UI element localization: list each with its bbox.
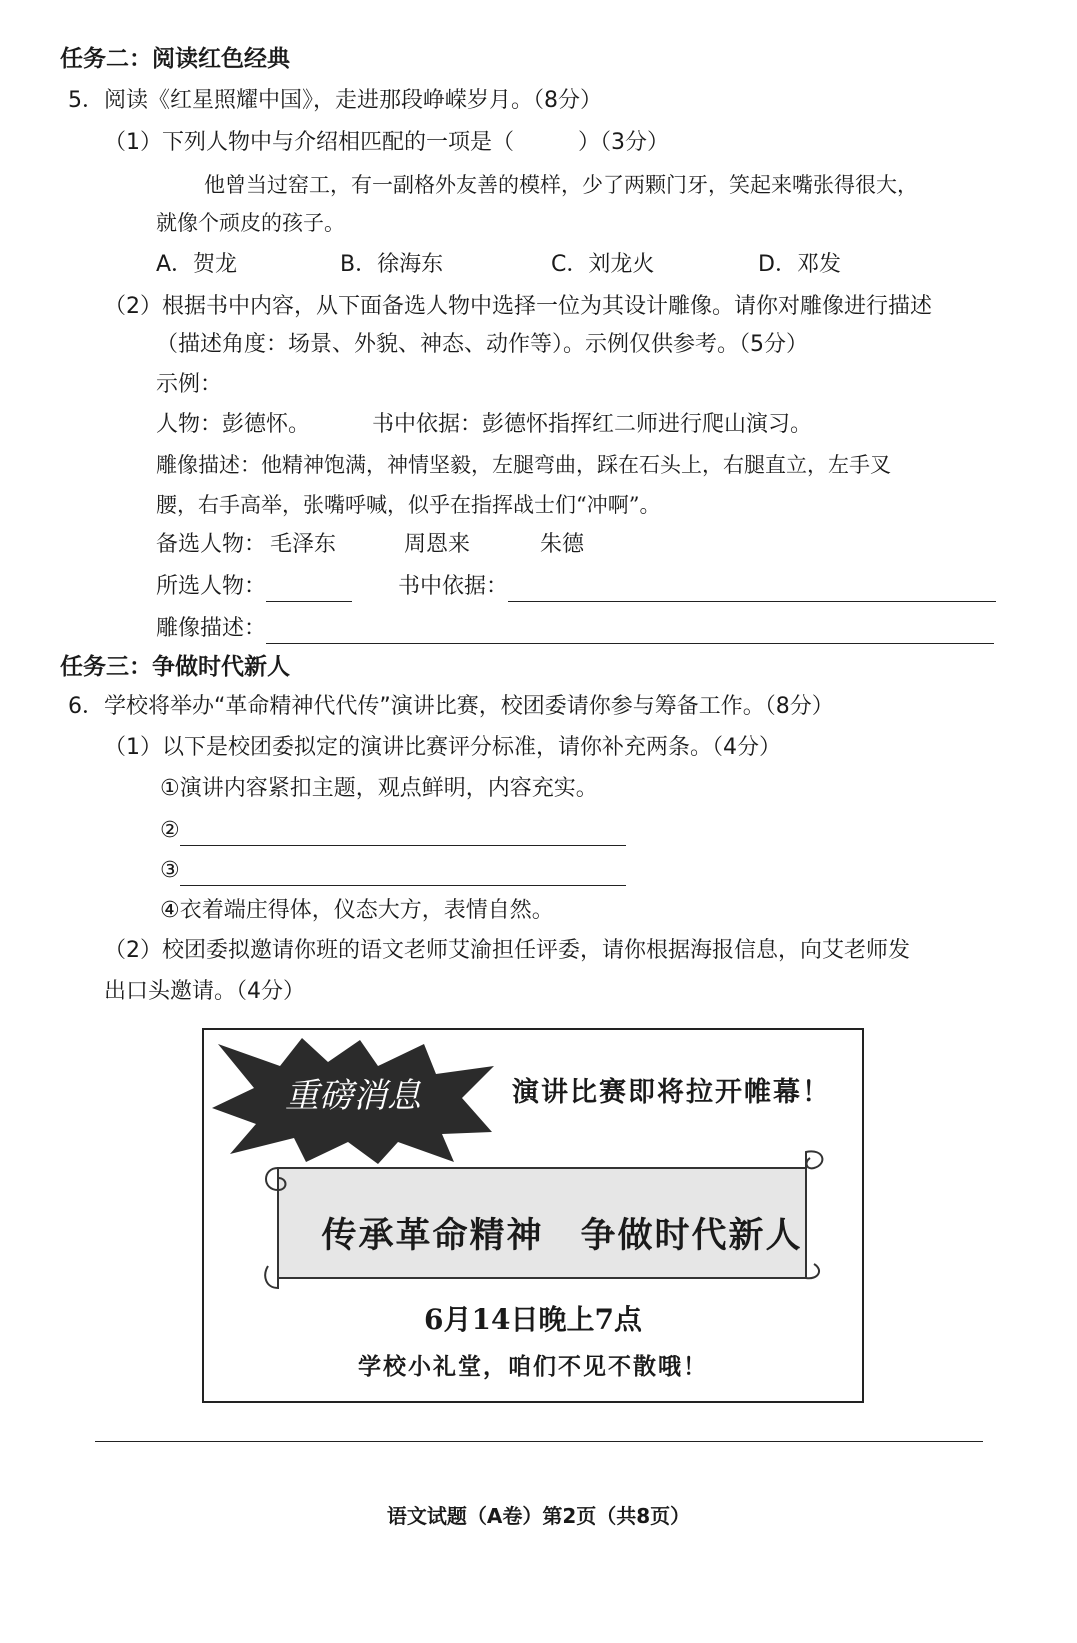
question-5-stem: 5．阅读《红星照耀中国》，走进那段峥嵘岁月。（8分） (68, 88, 602, 113)
criterion-4: ④衣着端庄得体，仪态大方，表情自然。 (160, 898, 554, 923)
option-b[interactable]: B．徐海东 (340, 252, 444, 277)
q6-part2-stem-line1: （2）校团委拟邀请你班的语文老师艾渝担任评委，请你根据海报信息，向艾老师发 (104, 938, 910, 963)
description-row: 雕像描述： (156, 614, 994, 644)
candidate-mao: 毛泽东 (270, 532, 337, 557)
candidate-zhu: 朱德 (540, 532, 585, 557)
poster-headline: 演讲比赛即将拉开帷幕！ (512, 1077, 831, 1108)
q5-passage-line2: 就像个顽皮的孩子。 (156, 211, 345, 235)
section-title-task3: 任务三：争做时代新人 (60, 654, 290, 680)
criterion-3-blank[interactable] (180, 863, 626, 886)
candidate-zhou: 周恩来 (404, 532, 471, 557)
q6-part2-stem-line2: 出口头邀请。（4分） (104, 979, 305, 1004)
q5-part1-stem: （1）下列人物中与介绍相匹配的一项是（ ）（3分） (104, 130, 669, 155)
criterion-3-row: ③ (160, 856, 626, 886)
example-basis: 书中依据：彭德怀指挥红二师进行爬山演习。 (372, 412, 813, 437)
question-6-stem: 6．学校将举办“革命精神代代传”演讲比赛，校团委请你参与筹备工作。（8分） (68, 694, 834, 719)
example-person: 人物：彭德怀。 (156, 412, 311, 437)
basis-row: 书中依据： (398, 572, 996, 602)
q6-part1-stem: （1）以下是校团委拟定的演讲比赛评分标准，请你补充两条。（4分） (104, 735, 781, 760)
chosen-person-row: 所选人物： (156, 572, 352, 602)
poster-venue: 学校小礼堂，咱们不见不散哦！ (358, 1353, 708, 1380)
footer-divider (95, 1441, 983, 1442)
option-a[interactable]: A．贺龙 (156, 252, 238, 277)
example-description-line1: 雕像描述：他精神饱满，神情坚毅，左腿弯曲，踩在石头上，右腿直立，左手叉 (156, 453, 891, 477)
chosen-person-blank[interactable] (266, 579, 352, 602)
option-c[interactable]: C．刘龙火 (551, 252, 655, 277)
banner-slogan: 传承革命精神 争做时代新人 (321, 1216, 803, 1256)
q5-part2-stem-line2: （描述角度：场景、外貌、神态、动作等）。示例仅供参考。（5分） (156, 332, 808, 357)
example-description-line2: 腰，右手高举，张嘴呼喊，似乎在指挥战士们“冲啊”。 (156, 493, 661, 517)
example-label: 示例： (156, 372, 223, 397)
option-d[interactable]: D．邓发 (758, 252, 841, 277)
criterion-2-row: ② (160, 816, 626, 846)
section-title-task2: 任务二：阅读红色经典 (60, 46, 290, 72)
basis-blank[interactable] (508, 579, 996, 602)
event-poster (202, 1028, 864, 1403)
description-blank[interactable] (266, 621, 994, 644)
q5-part2-stem-line1: （2）根据书中内容，从下面备选人物中选择一位为其设计雕像。请你对雕像进行描述 (104, 294, 932, 319)
burst-text: 重磅消息 (285, 1076, 421, 1116)
poster-date-time: 6月14日晚上7点 (424, 1303, 642, 1336)
criterion-1: ①演讲内容紧扣主题，观点鲜明，内容充实。 (160, 776, 598, 801)
page-footer: 语文试题（A卷）第2页（共8页） (386, 1504, 691, 1528)
q5-passage-line1: 他曾当过窑工，有一副格外友善的模样，少了两颗门牙，笑起来嘴张得很大， (204, 173, 918, 197)
criterion-2-blank[interactable] (180, 823, 626, 846)
candidates-label: 备选人物： (156, 532, 267, 557)
